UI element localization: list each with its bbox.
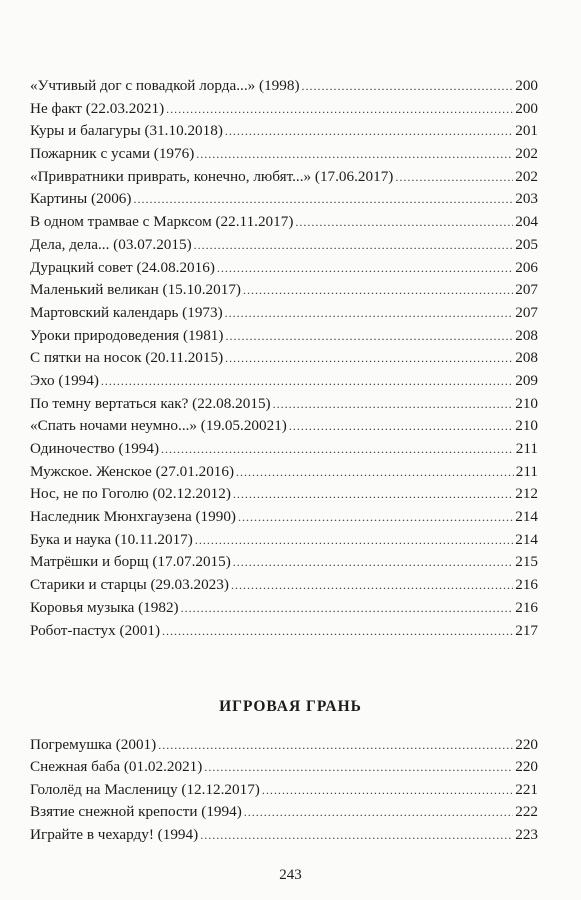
toc-entry-page: 215	[515, 553, 538, 571]
dot-leader	[225, 302, 514, 325]
dot-leader	[273, 393, 514, 416]
toc-entry-title: Матрёшки и борщ (17.07.2015)	[30, 553, 231, 571]
dot-leader	[161, 438, 514, 461]
toc-entry	[30, 257, 538, 280]
toc-entry-title: Нос, не по Гоголю (02.12.2012)	[30, 485, 231, 503]
dot-leader	[200, 824, 513, 846]
toc-entry-page: 207	[515, 303, 538, 321]
toc-entry-title: Уроки природоведения (1981)	[30, 326, 224, 344]
toc-entry	[30, 620, 538, 643]
dot-leader	[133, 188, 513, 211]
dot-leader	[262, 779, 513, 801]
dot-leader	[195, 529, 513, 552]
toc-entry-title: Пожарник с усами (1976)	[30, 145, 195, 163]
toc-entry-title: Картины (2006)	[30, 190, 132, 208]
toc-entry-page: 206	[515, 258, 538, 276]
toc-entry-page: 216	[515, 598, 538, 616]
toc-entry-title: Играйте в чехарду! (1994)	[30, 825, 199, 843]
toc-entry	[30, 143, 538, 166]
toc-entry	[30, 120, 538, 143]
toc-entry	[30, 347, 538, 370]
dot-leader	[233, 551, 513, 574]
dot-leader	[395, 166, 513, 189]
toc-entry	[30, 438, 538, 461]
toc-entry-title: По темну вертаться как? (22.08.2015)	[30, 394, 271, 412]
toc-entry-title: Гололёд на Масленицу (12.12.2017)	[30, 780, 260, 798]
toc-entry	[30, 98, 538, 121]
dot-leader	[231, 574, 513, 597]
toc-entry-page: 220	[515, 736, 538, 753]
toc-entry	[30, 325, 538, 348]
toc-entry-page: 220	[515, 758, 538, 776]
dot-leader	[181, 597, 514, 620]
dot-leader	[217, 257, 513, 280]
toc-entry-title: Не факт (22.03.2021)	[30, 99, 165, 117]
dot-leader	[196, 143, 513, 166]
toc-entry-title: Дурацкий совет (24.08.2016)	[30, 258, 215, 276]
dot-leader	[243, 279, 513, 302]
toc-entry-title: Снежная баба (01.02.2021)	[30, 758, 203, 776]
toc-entry-title: Маленький великан (15.10.2017)	[30, 281, 241, 299]
dot-leader	[166, 98, 513, 121]
dot-leader	[289, 415, 513, 438]
toc-entry	[30, 75, 538, 98]
dot-leader	[233, 483, 513, 506]
toc-entry-title: Бука и наука (10.11.2017)	[30, 530, 193, 548]
toc-entry	[30, 166, 538, 189]
toc-entry-title: В одном трамвае с Марксом (22.11.2017)	[30, 213, 294, 231]
dot-leader	[225, 325, 513, 348]
toc-entry-title: Коровья музыка (1982)	[30, 598, 179, 616]
toc-entry-page: 204	[515, 213, 538, 231]
toc-entry-page: 211	[515, 440, 538, 457]
dot-leader	[162, 620, 513, 643]
dot-leader	[204, 756, 513, 778]
toc-entry	[30, 506, 538, 529]
toc-entry-title: С пятки на носок (20.11.2015)	[30, 349, 224, 367]
toc-entry	[30, 756, 538, 778]
toc-entry-page: 208	[515, 326, 538, 344]
dot-leader	[244, 801, 513, 823]
toc-entry	[30, 529, 538, 552]
toc-entry-title: Эхо (1994)	[30, 371, 99, 389]
toc-list	[30, 734, 538, 846]
toc-entry	[30, 234, 538, 257]
toc-entry	[30, 597, 538, 620]
toc-entry	[30, 393, 538, 416]
dot-leader	[225, 347, 513, 370]
toc-entry-page: 217	[515, 621, 538, 639]
toc-entry-title: Одиночество (1994)	[30, 440, 160, 457]
toc-entry-title: Погремушка (2001)	[30, 736, 157, 753]
toc-entry-page: 210	[515, 394, 538, 412]
toc-entry	[30, 551, 538, 574]
toc-entry-page: 202	[515, 167, 538, 185]
toc-entry-title: Мартовский календарь (1973)	[30, 303, 223, 321]
dot-leader	[158, 734, 513, 756]
toc-entry-title: Взятие снежной крепости (1994)	[30, 803, 242, 821]
toc-entry-title: Старики и старцы (29.03.2023)	[30, 576, 229, 594]
toc-entry-page: 200	[515, 77, 538, 94]
toc-entry-page: 222	[515, 803, 538, 821]
toc-entry	[30, 211, 538, 234]
toc-entry-page: 216	[515, 576, 538, 594]
toc-entry	[30, 461, 538, 484]
toc-entry-page: 209	[515, 371, 538, 389]
dot-leader	[101, 370, 513, 393]
toc-entry	[30, 824, 538, 846]
page-number: 243	[279, 867, 302, 883]
toc-entry	[30, 188, 538, 211]
toc-entry-page: 201	[515, 122, 538, 140]
toc-list	[30, 75, 538, 642]
dot-leader	[295, 211, 513, 234]
toc-entry-page: 214	[515, 530, 538, 548]
toc-entry	[30, 734, 538, 756]
toc-entry	[30, 279, 538, 302]
toc-entry	[30, 370, 538, 393]
toc-entry-title: Робот-пастух (2001)	[30, 621, 160, 639]
toc-entry	[30, 483, 538, 506]
toc-entry-page: 214	[515, 508, 538, 526]
toc-entry-title: Наследник Мюнхгаузена (1990)	[30, 508, 236, 526]
toc-entry-title: «Привратники приврать, конечно, любят...» (17.06.2017)	[30, 167, 394, 185]
toc-entry-page: 223	[515, 825, 538, 843]
toc-entry-page: 205	[515, 235, 538, 253]
toc-entry-page: 221	[515, 780, 538, 798]
dot-leader	[194, 234, 514, 257]
toc-entry-page: 207	[515, 281, 538, 299]
toc-entry-title: Дела, дела... (03.07.2015)	[30, 235, 192, 253]
toc-entry-title: Куры и балагуры (31.10.2018)	[30, 122, 223, 140]
toc-entry	[30, 574, 538, 597]
toc-entry	[30, 302, 538, 325]
toc-entry	[30, 801, 538, 823]
toc-entry-title: «Учтивый дог с повадкой лорда...» (1998)	[30, 77, 300, 94]
toc-entry-page: 203	[515, 190, 538, 208]
toc-entry-page: 211	[515, 462, 538, 480]
toc-entry-page: 200	[515, 99, 538, 117]
dot-leader	[225, 120, 513, 143]
dot-leader	[302, 75, 514, 98]
toc-entry	[30, 415, 538, 438]
toc-entry-page: 210	[515, 417, 538, 435]
toc-entry-title: «Спать ночами неумно...» (19.05.20021)	[30, 417, 287, 435]
toc-entry	[30, 779, 538, 801]
dot-leader	[236, 461, 514, 484]
section-heading: ИГРОВАЯ ГРАНЬ	[219, 698, 362, 715]
toc-entry-title: Мужское. Женское (27.01.2016)	[30, 462, 235, 480]
dot-leader	[238, 506, 513, 529]
toc-entry-page: 202	[515, 145, 538, 163]
toc-entry-page: 212	[515, 485, 538, 503]
toc-entry-page: 208	[515, 349, 538, 367]
